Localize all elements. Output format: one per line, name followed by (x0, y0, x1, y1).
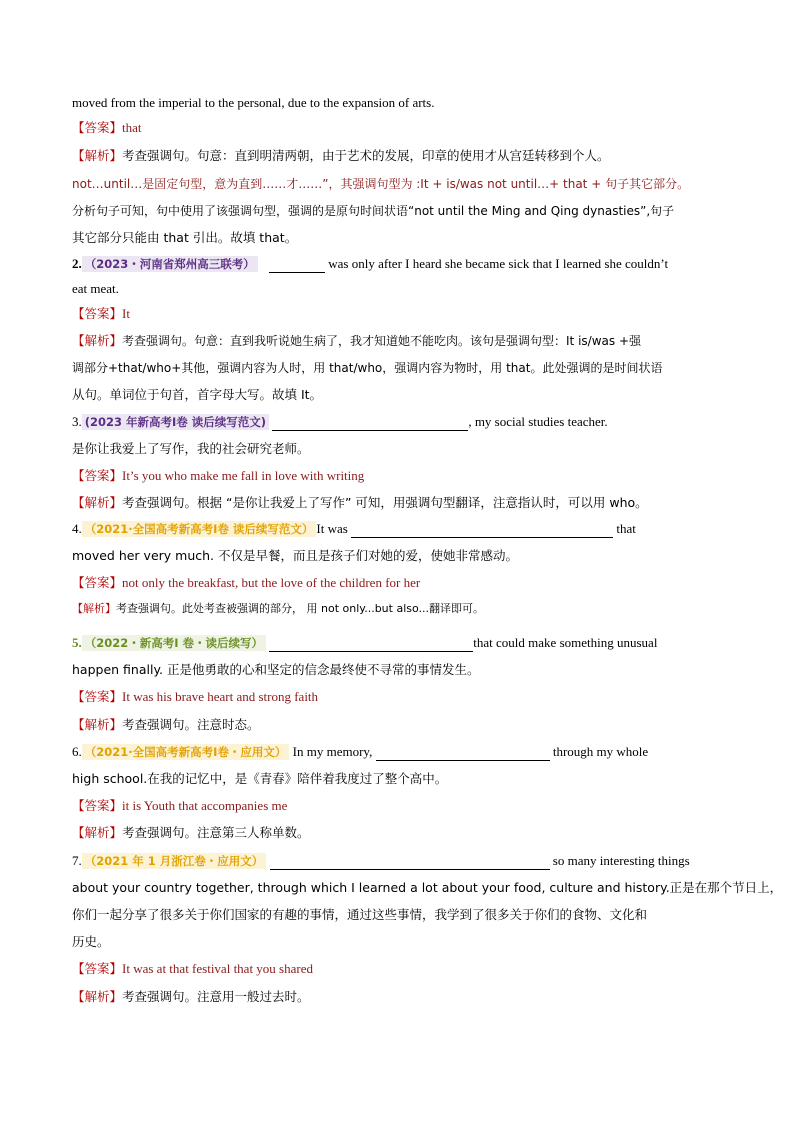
question-number: 7. (72, 853, 82, 868)
question-text: that could make something unusual (473, 635, 658, 650)
analysis-text: 考查强调句。此处考查被强调的部分， 用 not only...but also...翻译即可。 (116, 602, 485, 615)
q6-line2 (72, 770, 447, 788)
q3-translation (72, 440, 310, 458)
analysis-label: 【解析】 (72, 717, 123, 732)
question-source: （2021 年 1 月浙江卷・应用文） (82, 853, 267, 869)
q6-stem (72, 743, 648, 761)
q7-line4 (72, 933, 110, 951)
q2-stem (72, 255, 668, 273)
q2-analysis-3 (72, 386, 322, 404)
q1-text: moved from the imperial to the personal, due to the expansion of arts. (72, 95, 435, 110)
question-source: （2021·全国高考新高考Ⅰ卷・应用文） (82, 744, 290, 760)
q1-analysis-4 (72, 229, 297, 247)
answer-text: that (122, 120, 142, 135)
q2-analysis-1 (72, 332, 641, 350)
answer-blank (272, 416, 468, 431)
question-source: (2023 年新高考Ⅰ卷 读后续写范文) (82, 414, 269, 430)
analysis-text: not…until…是固定句型，意为直到……才……”，其强调句型为 :It + is/was not until…+ that + 句子其它部分。 (72, 177, 690, 191)
question-number: 5. (72, 635, 82, 650)
q4-stem (72, 520, 636, 538)
q6-answer (72, 797, 287, 815)
analysis-text: 考查强调句。句意：直到我听说她生病了，我才知道她不能吃肉。该句是强调句型：It is/was +强 (122, 334, 641, 348)
answer-text: It was at that festival that you shared (122, 961, 313, 976)
answer-label: 【答案】 (72, 120, 123, 135)
q3-answer (72, 467, 364, 485)
question-text: so many interesting things (552, 853, 690, 868)
q5-stem (72, 634, 657, 652)
q1-answer (72, 119, 142, 137)
translation-text: 你们一起分享了很多关于你们国家的有趣的事情，通过这些事情，我学到了很多关于你们的食物、文化和 (72, 907, 648, 922)
analysis-label: 【解析】 (72, 825, 123, 840)
q7-answer (72, 960, 313, 978)
q1-analysis-2 (72, 175, 689, 193)
analysis-text: 分析句子可知，句中使用了该强调句型，强调的是原句时间状语“not until the Ming and Qing dynasties”,句子 (72, 204, 675, 218)
q1-analysis-3 (72, 202, 674, 220)
q6-analysis (72, 824, 310, 842)
q1-analysis-1 (72, 147, 610, 165)
analysis-label: 【解析】 (72, 602, 116, 615)
analysis-label: 【解析】 (72, 148, 123, 163)
q4-analysis (72, 600, 484, 618)
q7-stem (72, 852, 690, 870)
analysis-text: 考查强调句。注意用一般过去时。 (122, 989, 310, 1004)
question-number: 2. (72, 256, 82, 271)
question-text: moved her very much. 不仅是早餐，而且是孩子们对她的爱，使她非常感动。 (72, 548, 518, 563)
q1-line (72, 94, 434, 112)
question-text: It was (316, 521, 348, 536)
answer-text: not only the breakfast, but the love of the children for her (122, 575, 421, 590)
analysis-text: 从句。单词位于句首，首字母大写。故填 It。 (72, 387, 323, 402)
question-text: that (616, 521, 636, 536)
analysis-text: 其它部分只能由 that 引出。故填 that。 (72, 230, 298, 245)
answer-text: it is Youth that accompanies me (122, 798, 288, 813)
analysis-text: 考查强调句。根据 “是你让我爱上了写作” 可知，用强调句型翻译，注意指认时，可以用 who。 (122, 495, 648, 510)
question-text: eat meat. (72, 281, 119, 296)
answer-label: 【答案】 (72, 961, 123, 976)
question-text: high school.在我的记忆中，是《青春》陪伴着我度过了整个高中。 (72, 771, 448, 786)
analysis-label: 【解析】 (72, 495, 123, 510)
q5-answer (72, 688, 318, 706)
question-text: In my memory, (292, 744, 373, 759)
answer-blank (351, 523, 613, 538)
answer-text: It was his brave heart and strong faith (122, 689, 319, 704)
analysis-text: 考查强调句。注意第三人称单数。 (122, 825, 310, 840)
q7-analysis (72, 988, 310, 1006)
question-text: through my whole (552, 744, 649, 759)
question-text: was only after I heard she became sick that I learned she couldn’t (328, 256, 669, 271)
answer-blank (269, 637, 473, 652)
q2-answer (72, 305, 130, 323)
q5-analysis (72, 716, 260, 734)
q5-line2 (72, 661, 480, 679)
question-source: （2022・新高考Ⅰ 卷・读后续写） (82, 635, 266, 651)
answer-blank (376, 746, 550, 761)
answer-text: It (122, 306, 130, 321)
q4-line2 (72, 547, 518, 565)
question-source: （2021·全国高考新高考Ⅰ卷 读后续写范文） (82, 521, 317, 537)
analysis-text: 考查强调句。句意：直到明清两朝，由于艺术的发展，印章的使用才从宫廷转移到个人。 (122, 148, 610, 163)
q4-answer (72, 574, 420, 592)
analysis-label: 【解析】 (72, 333, 123, 348)
analysis-text: 考查强调句。注意时态。 (122, 717, 260, 732)
question-number: 4. (72, 521, 82, 536)
question-number: 3. (72, 414, 82, 429)
question-text: , my social studies teacher. (468, 414, 608, 429)
translation-text: 历史。 (72, 934, 110, 949)
answer-text: It’s you who make me fall in love with writing (122, 468, 365, 483)
q7-line3 (72, 906, 647, 924)
analysis-label: 【解析】 (72, 989, 123, 1004)
answer-label: 【答案】 (72, 468, 123, 483)
answer-label: 【答案】 (72, 798, 123, 813)
answer-blank (270, 855, 550, 870)
answer-label: 【答案】 (72, 689, 123, 704)
question-number: 6. (72, 744, 82, 759)
q7-line2 (72, 879, 782, 897)
q3-stem (72, 413, 608, 431)
question-text: happen finally. 正是他勇敢的心和坚定的信念最终使不寻常的事情发生。 (72, 662, 480, 677)
q2-line2 (72, 280, 119, 298)
q2-analysis-2 (72, 359, 662, 377)
answer-label: 【答案】 (72, 575, 123, 590)
question-source: （2023・河南省郑州高三联考） (82, 256, 258, 272)
answer-label: 【答案】 (72, 306, 123, 321)
answer-blank (269, 258, 325, 273)
translation-text: 是你让我爱上了写作，我的社会研究老师。 (72, 441, 310, 456)
analysis-text: 调部分+that/who+其他，强调内容为人时，用 that/who，强调内容为物时，用 that。此处强调的是时间状语 (72, 361, 663, 375)
question-text: about your country together, through which I learned a lot about your food, culture and history.正是在那个节日上， (72, 880, 783, 895)
q3-analysis (72, 494, 648, 512)
